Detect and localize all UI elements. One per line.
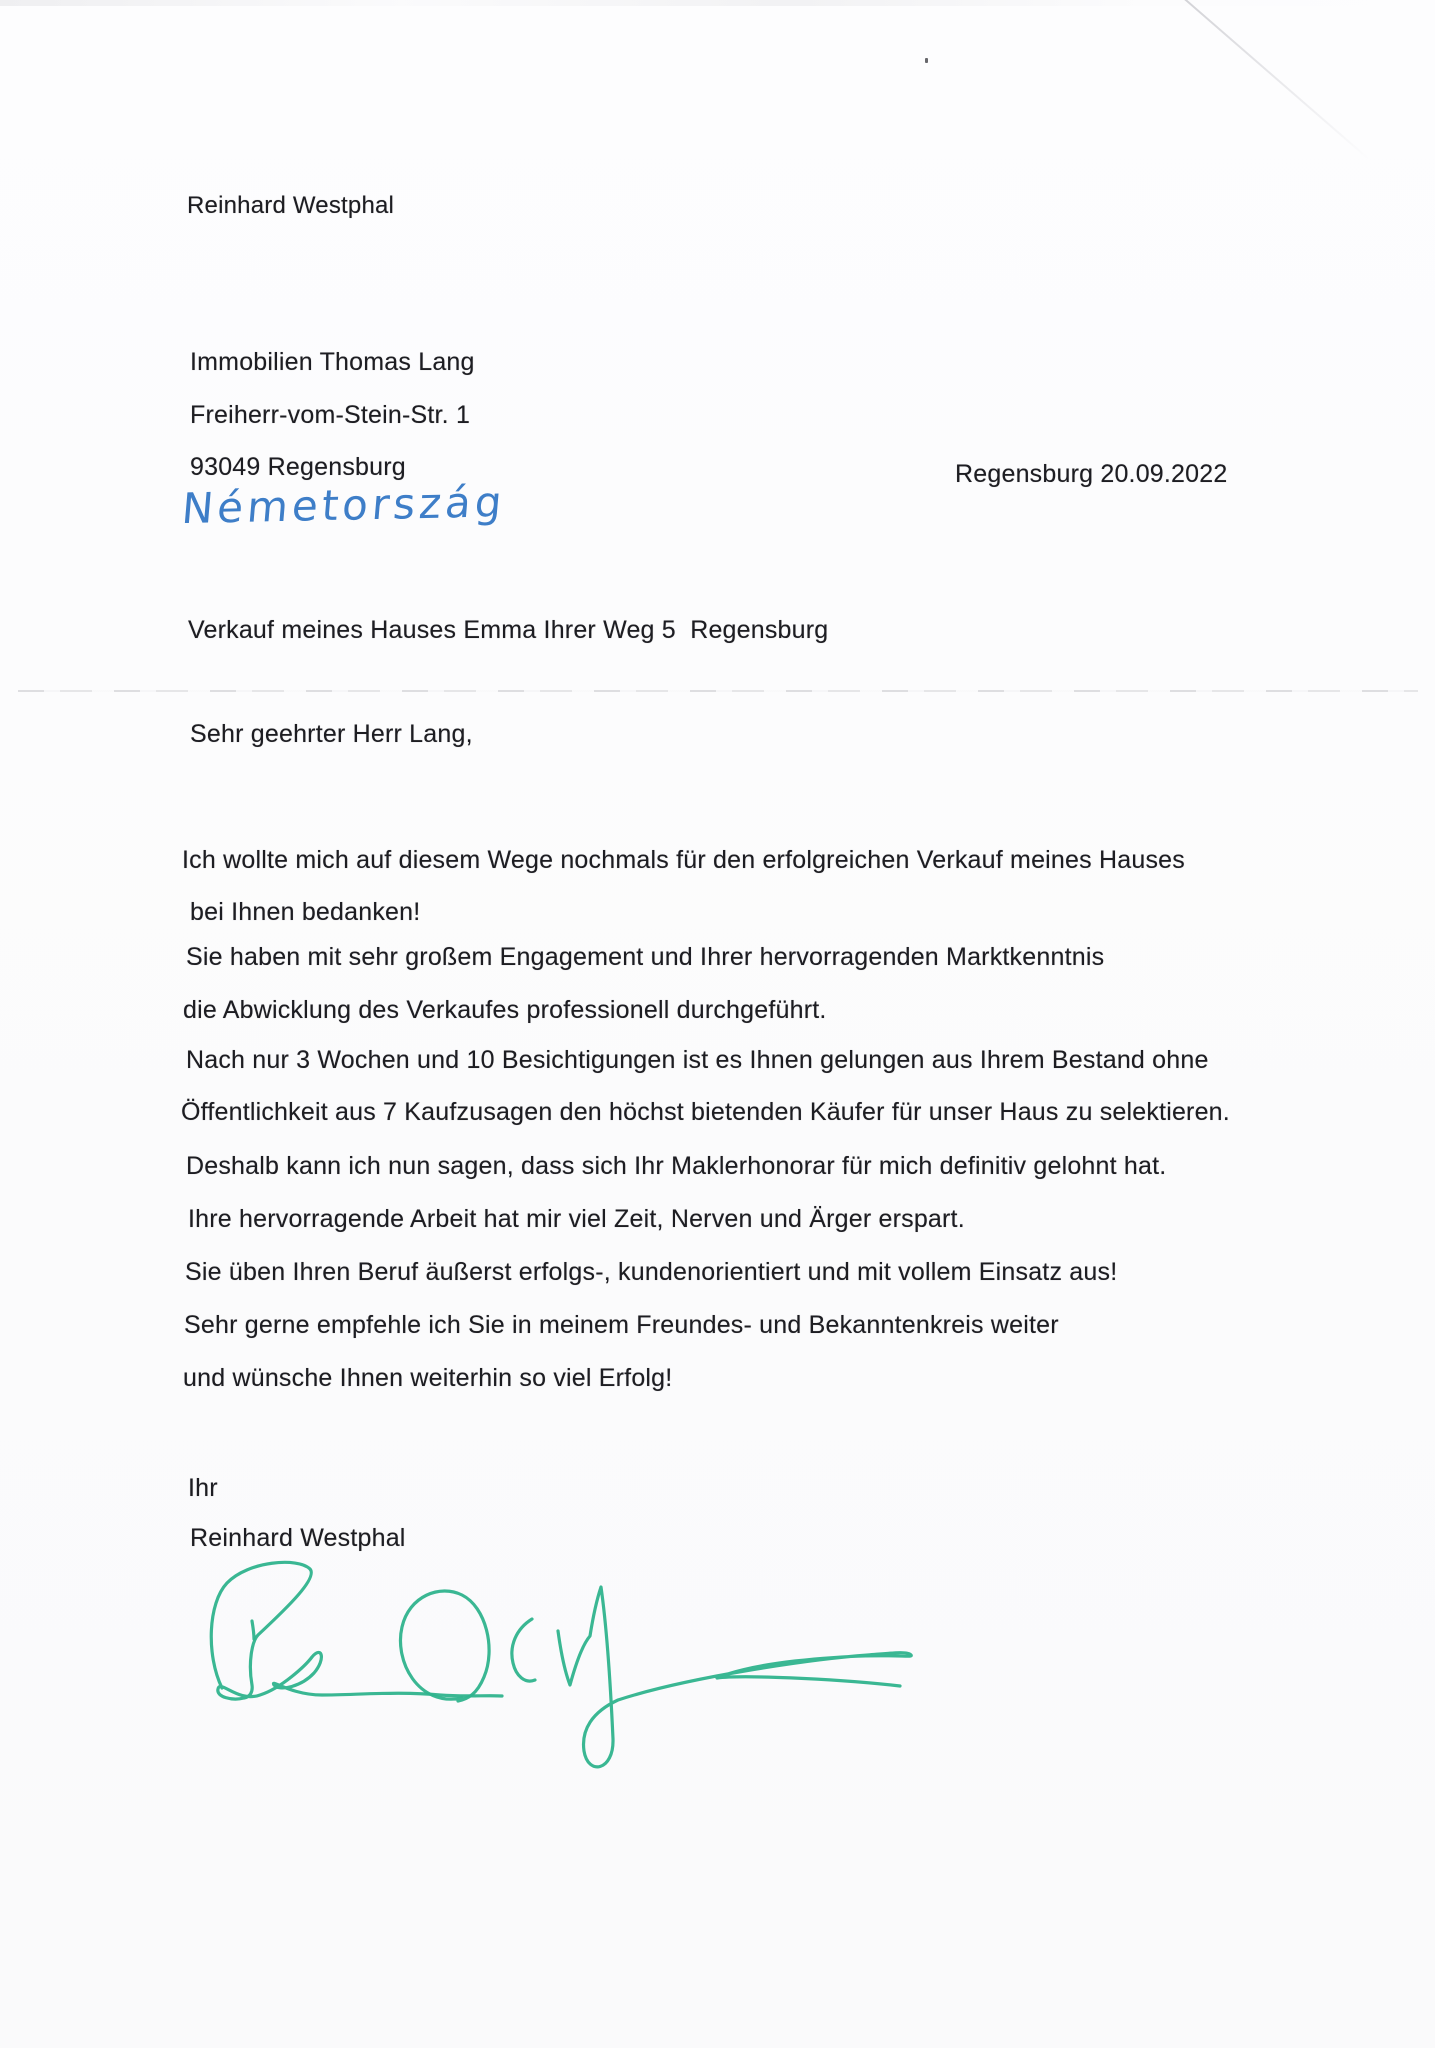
body-line: Ihre hervorragende Arbeit hat mir viel Zeit, Nerven und Ärger erspart. xyxy=(188,1205,965,1233)
subject-line: Verkauf meines Hauses Emma Ihrer Weg 5 Regensburg xyxy=(188,616,829,644)
body-line: Sehr gerne empfehle ich Sie in meinem Freundes- und Bekanntenkreis weiter xyxy=(184,1311,1059,1339)
body-line: Öffentlichkeit aus 7 Kaufzusagen den höchst bietenden Käufer für unser Haus zu selektieren. xyxy=(181,1098,1230,1126)
body-line: und wünsche Ihnen weiterhin so viel Erfolg! xyxy=(183,1364,673,1392)
sender-name: Reinhard Westphal xyxy=(187,192,395,219)
body-line: Sie üben Ihren Beruf äußerst erfolgs-, kundenorientiert und mit vollem Einsatz aus! xyxy=(185,1258,1118,1286)
body-line: die Abwicklung des Verkaufes professionell durchgeführt. xyxy=(183,996,827,1024)
scan-speck xyxy=(925,58,928,63)
body-line: bei Ihnen bedanken! xyxy=(190,898,421,926)
recipient-line: 93049 Regensburg xyxy=(190,453,406,481)
scan-edge-artifact xyxy=(0,0,1435,6)
scan-crease xyxy=(1184,0,1369,160)
signature xyxy=(140,1545,940,1795)
dateline: Regensburg 20.09.2022 xyxy=(955,460,1228,488)
body-line: Sie haben mit sehr großem Engagement und Ihrer hervorragenden Marktkenntnis xyxy=(186,943,1105,971)
closing: Ihr xyxy=(188,1474,218,1502)
salutation: Sehr geehrter Herr Lang, xyxy=(190,720,473,748)
handwritten-country: Németország xyxy=(179,477,508,534)
body-line: Nach nur 3 Wochen und 10 Besichtigungen ist es Ihnen gelungen aus Ihrem Bestand ohne xyxy=(186,1046,1209,1074)
body-line: Deshalb kann ich nun sagen, dass sich Ihr Maklerhonorar für mich definitiv gelohnt hat. xyxy=(186,1152,1167,1180)
recipient-line: Immobilien Thomas Lang xyxy=(190,348,475,376)
signature-name: Reinhard Westphal xyxy=(190,1524,406,1552)
recipient-line: Freiherr-vom-Stein-Str. 1 xyxy=(190,401,471,429)
body-line: Ich wollte mich auf diesem Wege nochmals für den erfolgreichen Verkauf meines Hauses xyxy=(182,846,1185,874)
scan-streak xyxy=(18,690,1418,692)
